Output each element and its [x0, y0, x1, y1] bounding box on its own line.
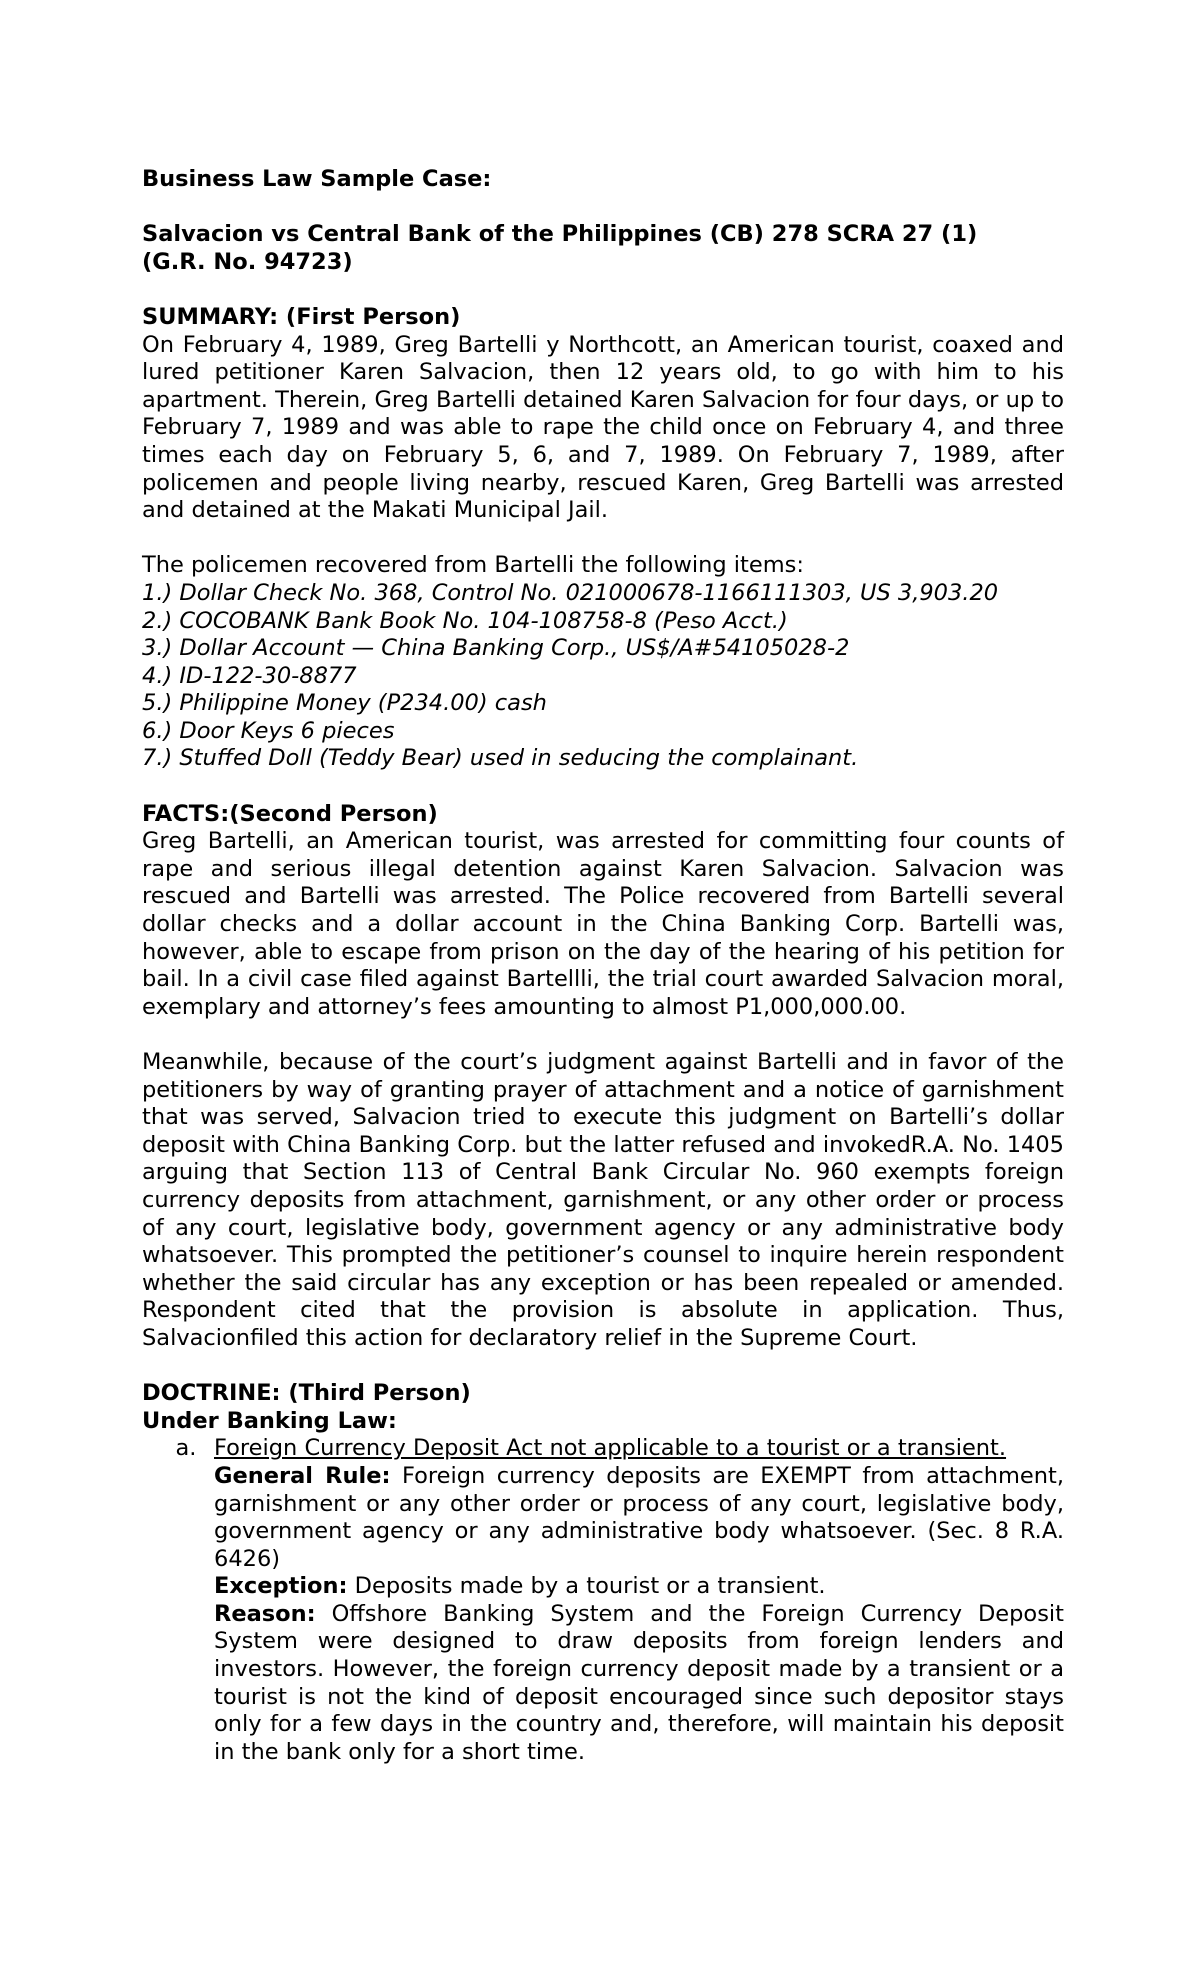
list-item: 5.) Philippine Money (P234.00) cash [142, 690, 547, 717]
facts-heading: FACTS:(Second Person) [142, 800, 438, 827]
summary-heading: SUMMARY: (First Person) [142, 303, 461, 330]
doctrine-subheading: Under Banking Law: [142, 1407, 397, 1434]
summary-paragraph: On February 4, 1989, Greg Bartelli y Northcott, an American tourist, coaxed and lured petitioner Karen Salvacion, then 12 years old, to go with him to his apartment. Therein, Greg Bartelli detained Karen Salvacion for four days, or up to February 7, 1989 and was able to rape the child once on February 4, and three times each day on February 5, 6, and 7, 1989. On February 7, 1989, after policemen and people living nearby, rescued Karen, Greg Bartelli was arrested and detained at the Makati Municipal Jail. [142, 331, 1064, 524]
exception-label: Exception: [214, 1573, 348, 1600]
recovered-items-intro: The policemen recovered from Bartelli the following items: [142, 552, 804, 579]
facts-section [142, 801, 1064, 1353]
summary-section [142, 304, 1064, 773]
reason-text: Offshore Banking System and the Foreign Currency Deposit System were designed to draw deposits from foreign lenders and investors. However, the foreign currency deposit made by a transient or a tourist is not the kind of deposit encouraged since such depositor stays only for a few days in the country and, therefore, will maintain his deposit in the bank only for a short time. [214, 1600, 1064, 1765]
doctrine-heading: DOCTRINE: (Third Person) [142, 1380, 471, 1407]
list-marker-label: a. [175, 1435, 197, 1462]
list-item: 1.) Dollar Check No. 368, Control No. 021000678-1166111303, US 3,903.20 [142, 579, 999, 606]
document-title: Business Law Sample Case: [142, 166, 492, 192]
facts-paragraph-1: Greg Bartelli, an American tourist, was arrested for committing four counts of rape and serious illegal detention against Karen Salvacion. Salvacion was rescued and Bartelli was arrested. The Police recovered from Bartelli several dollar checks and a dollar account in the China Banking Corp. Bartelli was, however, able to escape from prison on the day of the hearing of his petition for bail. In a civil case filed against Bartellli, the trial court awarded Salvacion moral, exemplary and attorney’s fees amounting to almost P1,000,000.00. [142, 828, 1064, 1020]
doctrine-section [142, 1380, 1064, 1766]
reason-label: Reason: [214, 1600, 316, 1627]
case-title-line-1: Salvacion vs Central Bank of the Philippines (CB) 278 SCRA 27 (1) [142, 221, 978, 248]
facts-paragraph-2: Meanwhile, because of the court’s judgment against Bartelli and in favor of the petitioners by way of granting prayer of attachment and a notice of garnishment that was served, Salvacion tried to execute this judgment on Bartelli’s dollar deposit with China Banking Corp. but the latter refused and invokedR.A. No. 1405 arguing that Section 113 of Central Bank Circular No. 960 exempts foreign currency deposits from attachment, garnishment, or any other order or process of any court, legislative body, government agency or any administrative body whatsoever. This prompted the petitioner’s counsel to inquire herein respondent whether the said circular has any exception or has been repealed or amended. Respondent cited that the provision is absolute in application. Thus, Salvacionfiled this action for declaratory relief in the Supreme Court. [142, 1049, 1064, 1351]
list-item: 7.) Stuffed Doll (Teddy Bear) used in seducing the complainant. [142, 745, 859, 772]
spacer [142, 525, 1064, 553]
list-item: 4.) ID-122-30-8877 [142, 662, 357, 689]
general-rule-text: Foreign currency deposits are EXEMPT from attachment, garnishment or any other order or process of any court, legislative body, government agency or any administrative body whatsoever. (Sec. 8 R.A. 6426) [214, 1462, 1065, 1572]
document-page [142, 166, 1064, 1766]
doctrine-item-title: Foreign Currency Deposit Act not applicable to a tourist or a transient. [214, 1435, 1007, 1462]
doctrine-item [142, 1435, 1064, 1766]
list-item: 6.) Door Keys 6 pieces [142, 717, 395, 744]
spacer [142, 773, 1064, 801]
general-rule-label: General Rule: [214, 1462, 391, 1489]
exception-text: Deposits made by a tourist or a transient. [347, 1573, 826, 1600]
list-marker [142, 1435, 214, 1766]
list-item: 2.) COCOBANK Bank Book No. 104-108758-8 (Peso Acct.) [142, 607, 788, 634]
recovered-items-list [142, 580, 1064, 773]
general-rule [214, 1463, 1064, 1573]
reason [214, 1601, 1064, 1767]
spacer [142, 276, 1064, 304]
spacer [142, 194, 1064, 222]
case-title-line-2: (G.R. No. 94723) [142, 248, 353, 275]
exception [214, 1573, 1064, 1601]
list-item: 3.) Dollar Account — China Banking Corp., US$/A#54105028-2 [142, 635, 850, 662]
spacer [142, 1353, 1064, 1381]
doctrine-item-body [214, 1435, 1064, 1766]
spacer [142, 1021, 1064, 1049]
